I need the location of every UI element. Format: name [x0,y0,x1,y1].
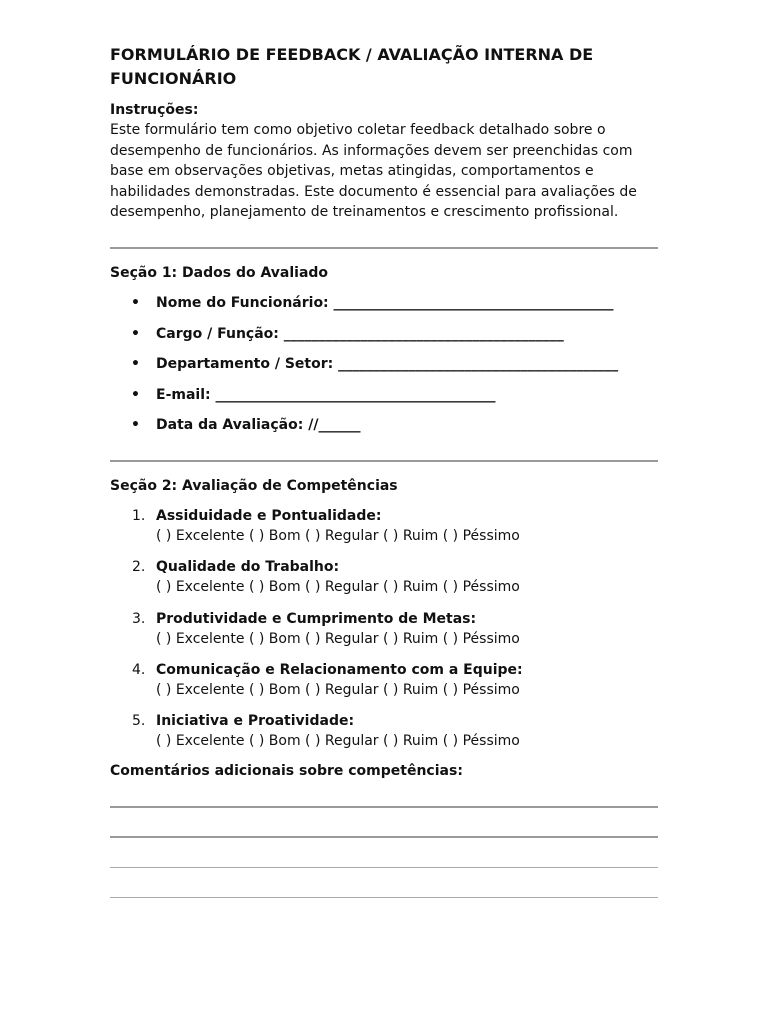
competency-label: Assiduidade e Pontualidade: [156,508,382,524]
comments-label: Comentários adicionais sobre competências: [110,763,463,779]
section-divider [110,460,658,462]
document-title: FORMULÁRIO DE FEEDBACK / AVALIAÇÃO INTERNA DE FUNCIONÁRIO [110,45,594,88]
rating-options[interactable]: ( ) Excelente ( ) Bom ( ) Regular ( ) Ruim ( ) Péssimo [156,630,520,647]
rating-options[interactable]: ( ) Excelente ( ) Bom ( ) Regular ( ) Ruim ( ) Péssimo [156,528,520,544]
comment-line[interactable] [110,867,658,868]
bullet: • [131,356,140,372]
field-label: Cargo / Função: ________________________________________ [156,325,564,342]
field-department[interactable] [110,354,670,385]
rating-options[interactable]: ( ) Excelente ( ) Bom ( ) Regular ( ) Ruim ( ) Péssimo [156,733,520,750]
field-email[interactable] [110,385,670,416]
item-number: 2. [132,559,146,576]
field-role[interactable] [110,324,670,355]
rating-options[interactable]: ( ) Excelente ( ) Bom ( ) Regular ( ) Ruim ( ) Péssimo [156,681,520,698]
item-number: 4. [132,661,146,678]
competency-label: Iniciativa e Proatividade: [156,713,355,730]
section1-title: Seção 1: Dados do Avaliado [110,265,329,281]
bullet: • [131,295,140,311]
comment-line[interactable] [110,836,658,838]
competency-item [110,506,670,557]
item-number: 5. [132,713,146,730]
competency-item [110,609,670,660]
item-number: 1. [132,508,146,524]
field-label: E-mail: ________________________________________ [156,386,496,403]
rating-options[interactable]: ( ) Excelente ( ) Bom ( ) Regular ( ) Ruim ( ) Péssimo [156,579,520,596]
instructions-label: Instruções: [110,102,199,118]
section2-title: Seção 2: Avaliação de Competências [110,478,398,494]
field-label: Nome do Funcionário: ________________________________________ [156,295,614,311]
field-evaluation-date[interactable] [110,415,670,446]
competency-item [110,557,670,608]
field-employee-name[interactable] [110,293,670,324]
bullet: • [131,325,140,342]
competency-label: Produtividade e Cumprimento de Metas: [156,610,477,627]
comment-line[interactable] [110,897,658,898]
field-label: Departamento / Setor: ________________________________________ [156,356,619,372]
competency-list [110,506,670,762]
competency-label: Comunicação e Relacionamento com a Equipe: [156,661,523,678]
item-number: 3. [132,610,146,627]
instructions-text: Este formulário tem como objetivo coletar feedback detalhado sobre o desempenho de funcionários. As informações devem ser preenchidas com base em observações objetivas, metas atingidas, comportamentos e habilidades demonstradas. Este documento é essencial para avaliações de desempenho, planejamento de treinamentos e crescimento profissional. [110,122,637,221]
section-divider [110,247,658,249]
bullet: • [131,417,140,433]
bullet: • [131,386,140,403]
competency-label: Qualidade do Trabalho: [156,559,340,576]
comment-line[interactable] [110,806,658,808]
section1-field-list [110,293,670,446]
field-label: Data da Avaliação: //______ [156,417,361,433]
competency-item [110,711,670,762]
competency-item [110,660,670,711]
